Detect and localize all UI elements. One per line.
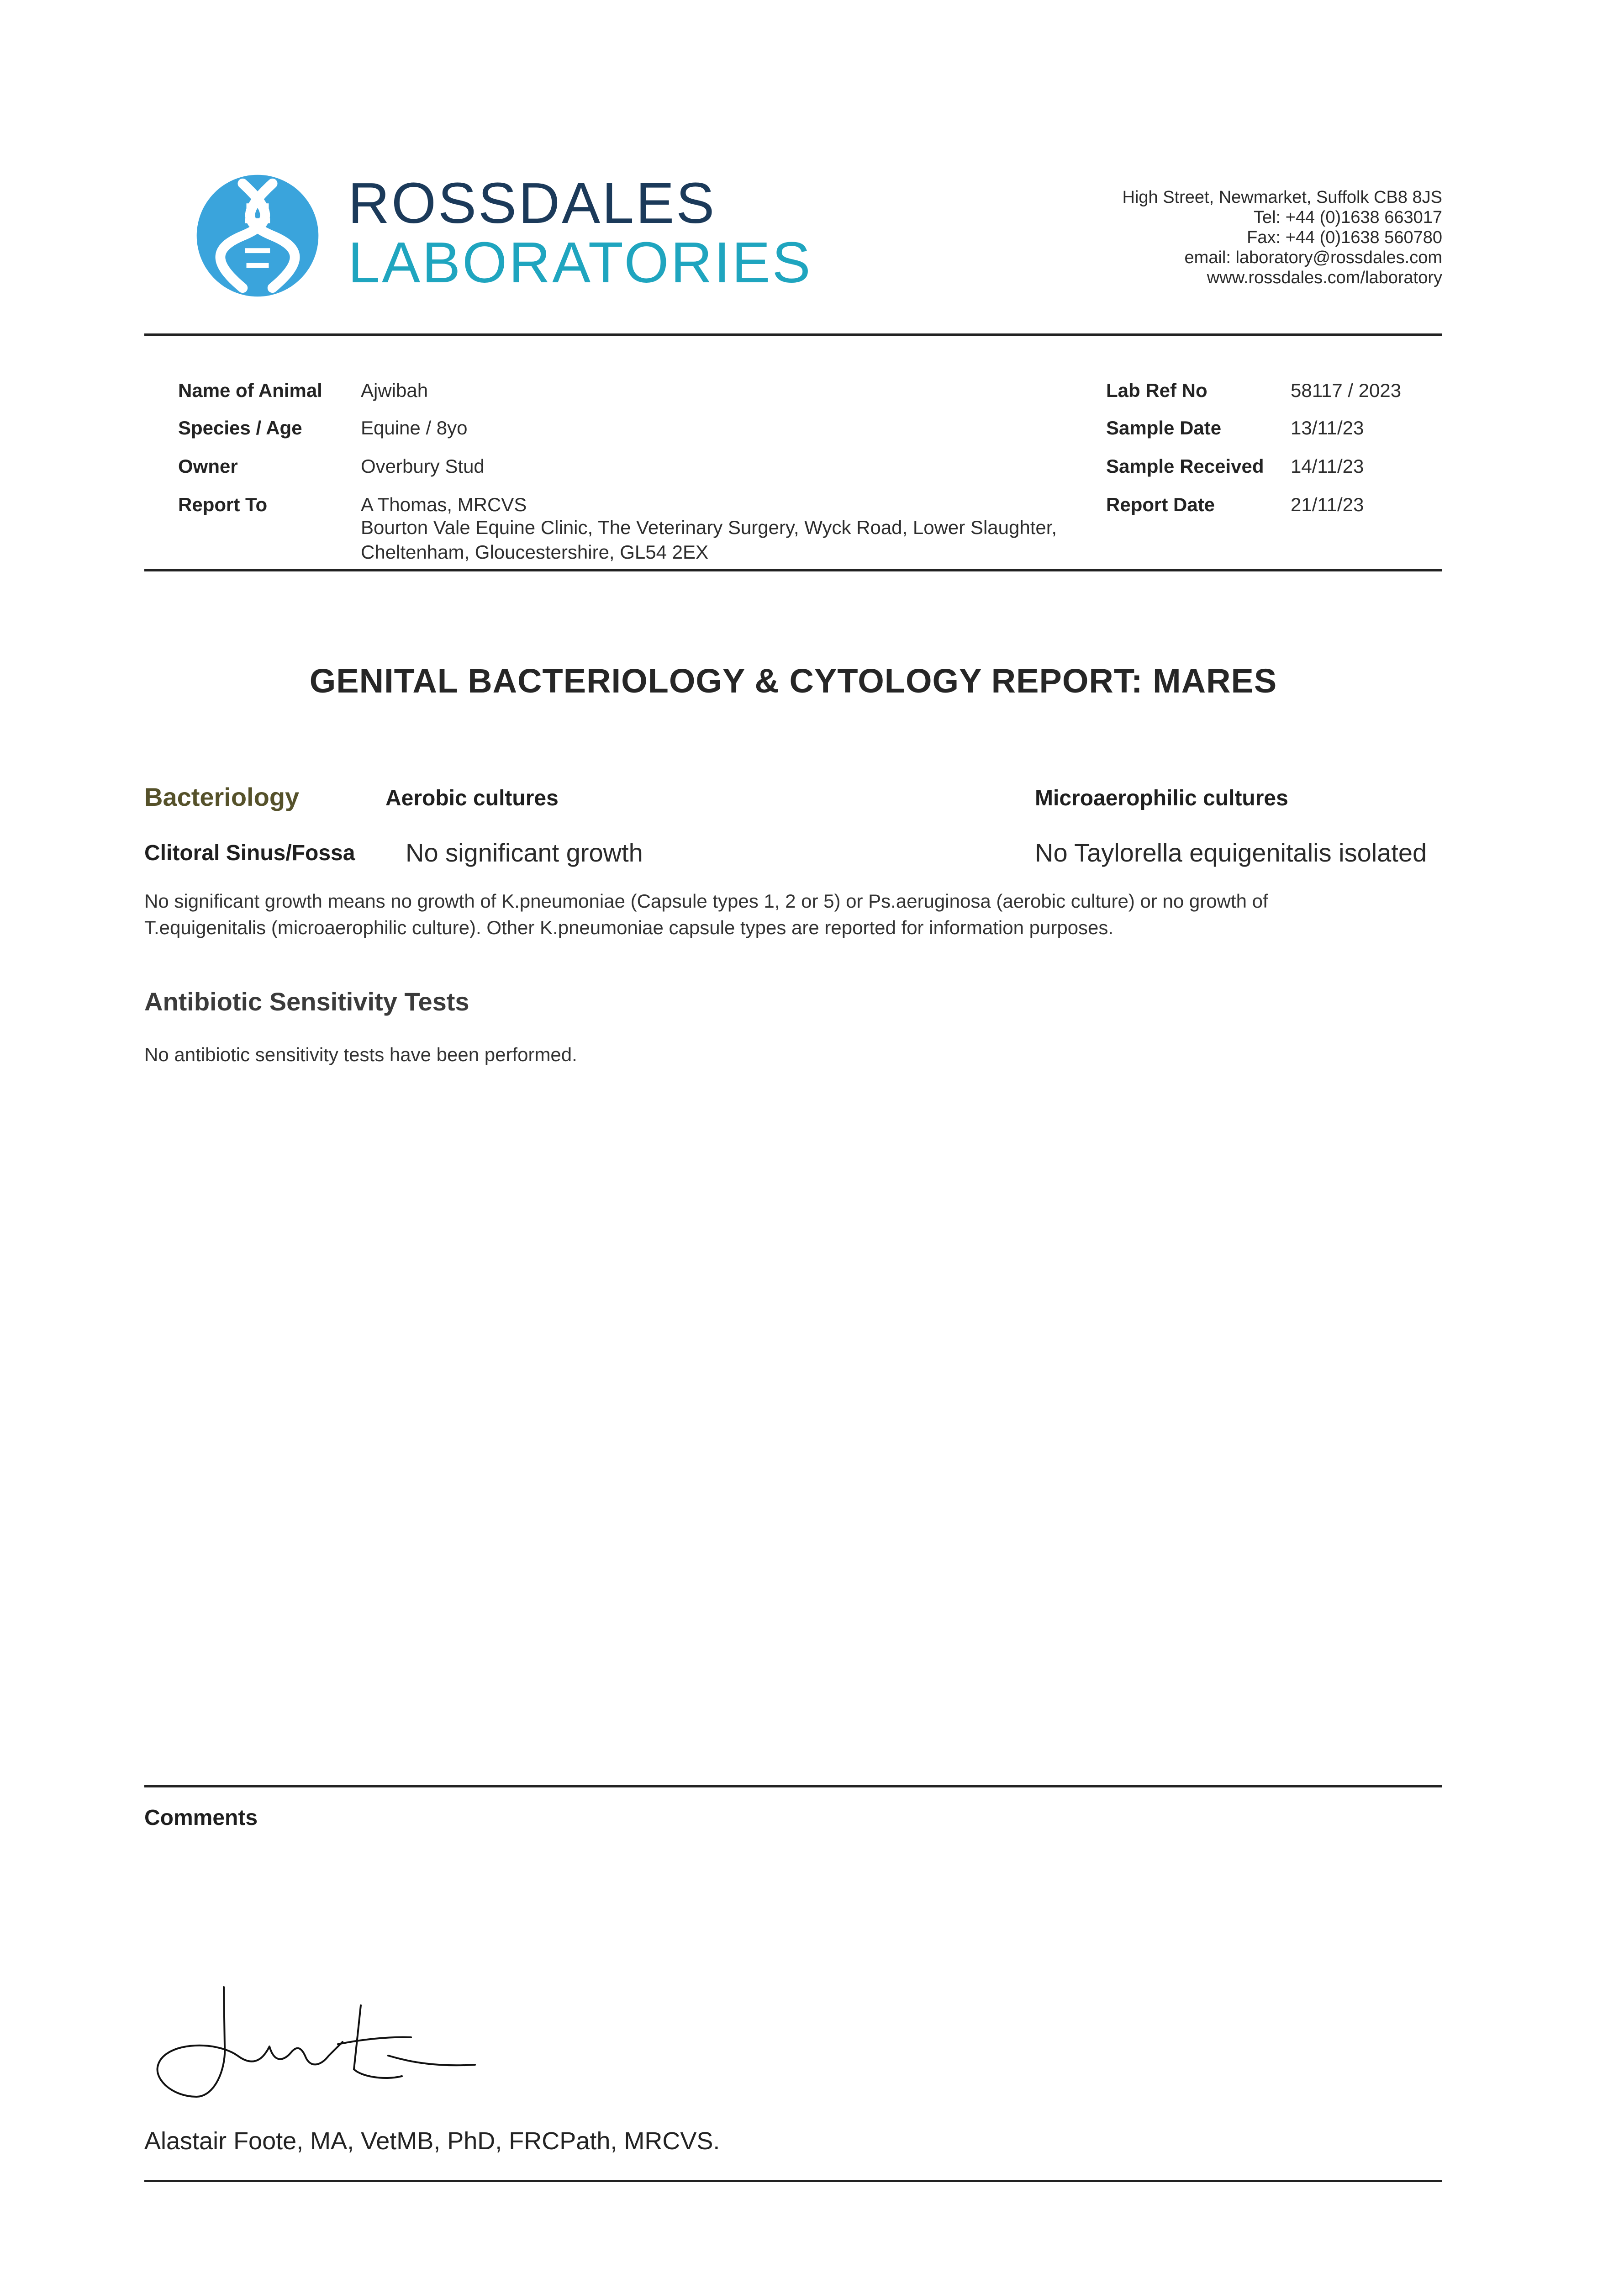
signer-name: Alastair Foote, MA, VetMB, PhD, FRCPath, MRCVS.	[144, 2127, 720, 2155]
contact-tel: Tel: +44 (0)1638 663017	[1253, 208, 1442, 227]
bacteriology-note	[144, 888, 1442, 941]
species-age-label: Species / Age	[178, 417, 302, 439]
contact-address: High Street, Newmarket, Suffolk CB8 8JS	[1122, 188, 1442, 207]
contact-fax: Fax: +44 (0)1638 560780	[1247, 228, 1442, 247]
handwritten-signature	[146, 1983, 493, 2106]
sample-received-value: 14/11/23	[1291, 455, 1364, 477]
bacteriology-heading: Bacteriology	[144, 782, 300, 811]
footer-divider	[144, 2180, 1442, 2182]
sample-site-label: Clitoral Sinus/Fossa	[144, 841, 355, 865]
contact-block	[1123, 187, 1442, 288]
comments-heading: Comments	[144, 1806, 258, 1830]
contact-email: email: laboratory@rossdales.com	[1184, 248, 1442, 267]
info-divider	[144, 569, 1442, 571]
header-divider	[144, 333, 1442, 336]
brand-name-line2: LABORATORIES	[348, 230, 812, 295]
sample-received-label: Sample Received	[1106, 455, 1264, 477]
report-date-value: 21/11/23	[1291, 494, 1364, 515]
rossdales-logo-icon	[195, 174, 320, 298]
report-date-label: Report Date	[1106, 494, 1215, 515]
lab-ref-value: 58117 / 2023	[1291, 380, 1402, 401]
name-of-animal-value: Ajwibah	[361, 380, 428, 401]
report-to-address-line2: Cheltenham, Gloucestershire, GL54 2EX	[361, 541, 709, 563]
name-of-animal-label: Name of Animal	[178, 380, 322, 401]
aerobic-result: No significant growth	[406, 838, 643, 867]
report-to-label: Report To	[178, 494, 268, 515]
sample-date-value: 13/11/23	[1291, 417, 1364, 439]
bacteriology-note-line2: T.equigenitalis (microaerophilic culture). Other K.pneumoniae capsule types are reported for information purposes.	[144, 917, 1114, 938]
species-age-value: Equine / 8yo	[361, 417, 468, 439]
bacteriology-note-line1: No significant growth means no growth of K.pneumoniae (Capsule types 1, 2 or 5) or Ps.aeruginosa (aerobic culture) or no growth of	[144, 890, 1268, 912]
aerobic-cultures-header: Aerobic cultures	[385, 786, 559, 810]
contact-website: www.rossdales.com/laboratory	[1207, 268, 1442, 287]
antibiotic-text: No antibiotic sensitivity tests have been performed.	[144, 1044, 577, 1065]
sample-date-label: Sample Date	[1106, 417, 1222, 439]
brand-name-line1: ROSSDALES	[348, 171, 717, 235]
microaerophilic-cultures-header: Microaerophilic cultures	[1035, 786, 1288, 810]
owner-value: Overbury Stud	[361, 455, 485, 477]
report-title: GENITAL BACTERIOLOGY & CYTOLOGY REPORT: MARES	[309, 662, 1277, 700]
lab-ref-label: Lab Ref No	[1106, 380, 1207, 401]
comments-divider	[144, 1785, 1442, 1787]
owner-label: Owner	[178, 455, 238, 477]
antibiotic-heading: Antibiotic Sensitivity Tests	[144, 987, 469, 1016]
report-to-address-line1: Bourton Vale Equine Clinic, The Veterinary Surgery, Wyck Road, Lower Slaughter,	[361, 517, 1057, 538]
report-to-name: A Thomas, MRCVS	[361, 494, 527, 515]
microaerophilic-result: No Taylorella equigenitalis isolated	[1035, 838, 1427, 867]
